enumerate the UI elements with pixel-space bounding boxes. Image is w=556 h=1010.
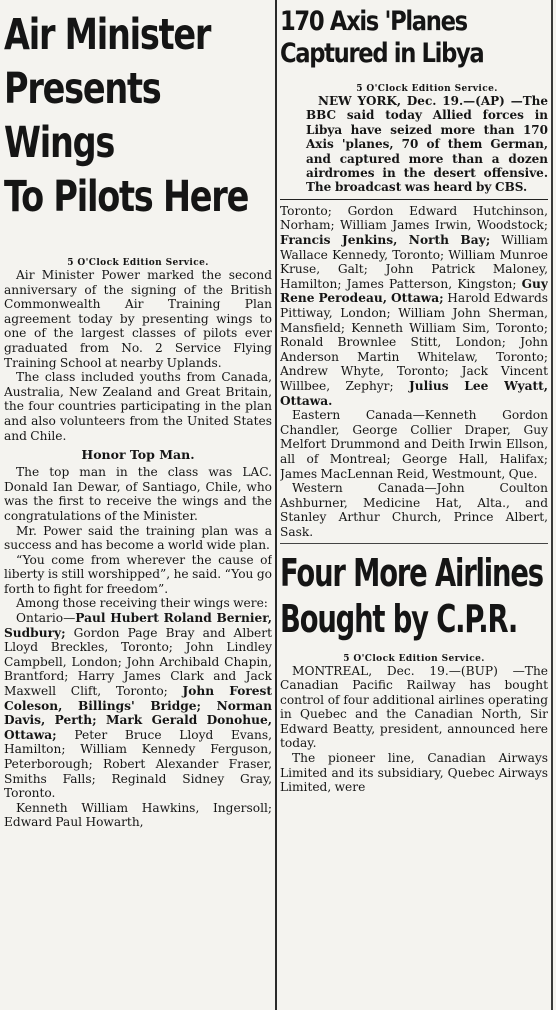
edition-line: 5 O'Clock Edition Service. [67,258,209,268]
text-run: Toronto; Gordon Edward Hutchinson, Norham; William James Irwin, Woodstock; [280,203,548,233]
column-rule [275,0,277,1010]
left-column [4,0,272,1006]
text-run-bold: Julius Lee Wyatt, Ottawa. [280,378,548,408]
paragraph: Kenneth William Hawkins, Ingersoll; Edward Paul Howarth, [4,800,272,830]
paragraph: The top man in the class was LAC. Donald Ian Dewar, of Santiago, Chile, who was the first to receive the wings and the congratulations of the Minister. [4,465,272,523]
paragraph: Among those receiving their wings were: [16,596,268,611]
headline-four-airlines [280,550,548,642]
headline-line: Bought by C.P.R. [280,596,518,641]
text-run-bold: Guy Rene Perodeau, Ottawa; [280,276,548,306]
right-column [280,0,548,1010]
paragraph-names-ontario [4,611,272,801]
edition-line: 5 O'Clock Edition Service. [356,84,498,94]
text-run: Gordon Page Bray and Albert Lloyd Breckles, Toronto; John Lindley Campbell, London; John Archibald Chapin, Brantford; Harry James Clark and Jack Maxwell Clift, Toronto; [4,625,272,699]
edition-line: 5 O'Clock Edition Service. [343,653,485,664]
text-run-bold: Paul Hubert Roland Bernier, Sudbury; [4,611,272,640]
text-run-bold: Francis Jenkins, North Bay; [280,233,491,248]
paragraph: The class included youths from Canada, Australia, New Zealand and Great Britain, the four countries participating in the plan and also volunteers from the United States and Chile. [4,370,272,443]
paragraph-lead: NEW YORK, Dec. 19.—(AP) —The BBC said today Allied forces in Libya have seized more than 170 Axis 'planes, 70 of them German, and captured more than a dozen airdromes in the desert offensive. The broadcast was heard by CBS. [306,94,548,195]
headline-line: Captured in Libya [280,38,484,69]
text-run: William Wallace Kennedy, Toronto; William Munroe Kruse, Galt; John Patrick Maloney, Hamilton; James Patterson, Kingston; [280,233,548,291]
headline-line: Presents Wings [4,64,161,168]
paragraph: The pioneer line, Canadian Airways Limited and its subsidiary, Quebec Airways Limited, were [280,751,548,795]
page-edge [551,0,553,1010]
paragraph-western-canada: Western Canada—John Coulton Ashburner, Medicine Hat, Alta., and Stanley Arthur Church, Prince Albert, Sask. [280,481,548,539]
paragraph-eastern-canada: Eastern Canada—Kenneth Gordon Chandler, George Collier Draper, Guy Melfort Drummond and Deith Irwin Ellson, all of Montreal; George Hall, Halifax; James MacLennan Reid, Westmount, Que. [280,408,548,481]
text-run: Peter Bruce Lloyd Evans, Hamilton; William Kennedy Ferguson, Peterborough; Robert Alexander Fraser, Smiths Falls; Reginald Sidney Gray, Toronto. [4,727,272,801]
headline-axis-planes [280,6,548,70]
paragraph: Air Minister Power marked the second anniversary of the signing of the British Commonwealth Air Training Plan agreement today by presenting wings to one of the largest classes of pilots ever graduated from No. 2 Service Flying Training School at nearby Uplands. [4,268,272,370]
paragraph: “You come from wherever the cause of liberty is still worshipped”, he said. “You go forth to fight for freedom”. [4,552,272,596]
headline-line: 170 Axis 'Planes [280,6,467,37]
headline-line: Four More Airlines [280,550,543,595]
headline-line: To Pilots Here [4,172,249,222]
paragraph: Mr. Power said the training plan was a success and has become a world wide plan. [4,523,272,553]
headline-line: Air Minister [4,10,211,60]
headline-air-minister [4,8,261,224]
text-run-bold: John Forest Coleson, Billings' Bridge; Norman Davis, Perth; Mark Gerald Donohue, Ottawa; [4,684,272,742]
subheading: Honor Top Man. [81,447,195,463]
libya-story [280,84,548,195]
paragraph: MONTREAL, Dec. 19.—(BUP) —The Canadian Pacific Railway has bought control of four additional airlines operating in Quebec and the Canadian North, Sir Edward Beatty, president, announced here today. [280,663,548,751]
paragraph-names-continued [280,204,548,408]
separator [280,199,548,200]
text-run: Harold Edwards Pittiway, London; William John Sherman, Mansfield; Kenneth William Sim, Toronto; Ronald Brownlee Stitt, London; John Anderson Martin Whitelaw, Toronto; Andrew Whyte, Toronto; Jack Vincent Willbee, Zephyr; [280,291,548,393]
separator [280,543,548,544]
text-run: Ontario— [16,611,76,626]
